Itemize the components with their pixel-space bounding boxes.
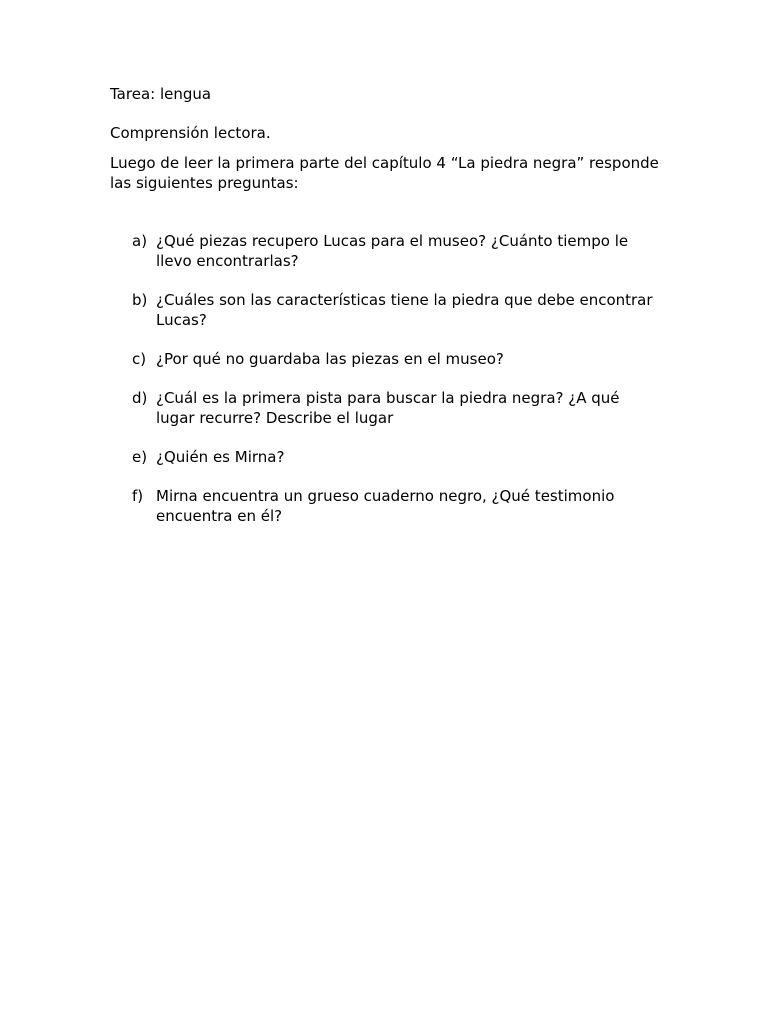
question-text: ¿Qué piezas recupero Lucas para el museo? ¿Cuánto tiempo le llevo encontrarlas? <box>156 232 629 270</box>
question-text: ¿Cuál es la primera pista para buscar la piedra negra? ¿A qué lugar recurre? Describe el lugar <box>156 389 620 427</box>
question-marker: f) <box>132 487 144 505</box>
document-heading: Tarea: lengua <box>110 85 212 103</box>
document-intro: Luego de leer la primera parte del capítulo 4 “La piedra negra” responde las siguientes preguntas: <box>110 154 659 192</box>
question-marker: c) <box>132 350 147 368</box>
question-text: ¿Por qué no guardaba las piezas en el museo? <box>156 350 504 368</box>
question-marker: a) <box>132 232 148 250</box>
question-text: Mirna encuentra un grueso cuaderno negro, ¿Qué testimonio encuentra en él? <box>156 487 615 525</box>
document-subheading: Comprensión lectora. <box>110 124 271 142</box>
question-text: ¿Quién es Mirna? <box>156 448 285 466</box>
question-marker: e) <box>132 448 148 466</box>
question-text: ¿Cuáles son las características tiene la piedra que debe encontrar Lucas? <box>156 291 653 329</box>
question-marker: b) <box>132 291 148 309</box>
question-marker: d) <box>132 389 148 407</box>
